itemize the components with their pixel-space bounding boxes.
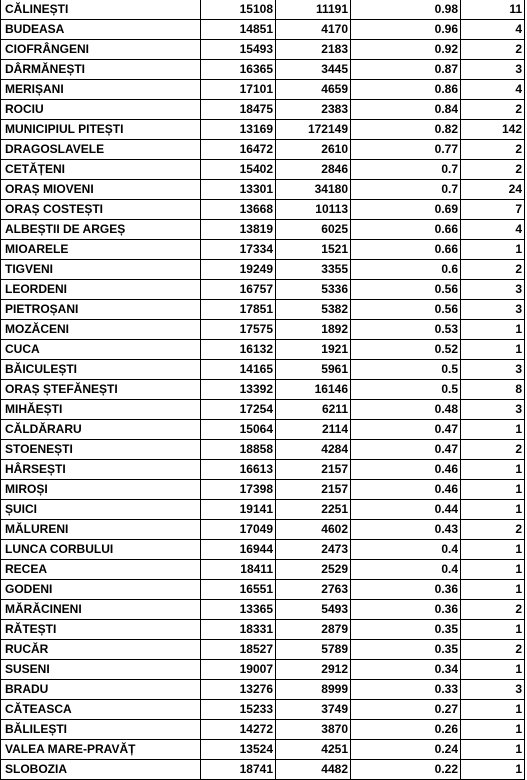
population-cell: 2251 (276, 500, 351, 520)
count-cell: 1 (461, 500, 525, 520)
table-row (1, 420, 525, 440)
population-cell: 3355 (276, 260, 351, 280)
population-cell: 5789 (276, 640, 351, 660)
code-cell: 15108 (201, 0, 276, 20)
code-cell: 13301 (201, 180, 276, 200)
rate-cell: 0.43 (351, 520, 461, 540)
population-cell: 4284 (276, 440, 351, 460)
locality-name-cell: CĂLDĂRARU (1, 420, 201, 440)
rate-cell: 0.35 (351, 640, 461, 660)
table-row (1, 180, 525, 200)
locality-name-cell: ORAȘ MIOVENI (1, 180, 201, 200)
count-cell: 1 (461, 560, 525, 580)
table-row (1, 380, 525, 400)
rate-cell: 0.46 (351, 460, 461, 480)
locality-name-cell: CĂTEASCA (1, 700, 201, 720)
code-cell: 17254 (201, 400, 276, 420)
population-cell: 3749 (276, 700, 351, 720)
population-cell: 11191 (276, 0, 351, 20)
count-cell: 8 (461, 380, 525, 400)
code-cell: 19141 (201, 500, 276, 520)
population-cell: 4602 (276, 520, 351, 540)
locality-name-cell: PIETROȘANI (1, 300, 201, 320)
population-cell: 3870 (276, 720, 351, 740)
table-row (1, 400, 525, 420)
code-cell: 16472 (201, 140, 276, 160)
code-cell: 14272 (201, 720, 276, 740)
rate-cell: 0.52 (351, 340, 461, 360)
count-cell: 3 (461, 680, 525, 700)
rate-cell: 0.7 (351, 180, 461, 200)
table-row (1, 260, 525, 280)
rate-cell: 0.26 (351, 720, 461, 740)
code-cell: 17334 (201, 240, 276, 260)
code-cell: 16613 (201, 460, 276, 480)
rate-cell: 0.36 (351, 600, 461, 620)
code-cell: 13276 (201, 680, 276, 700)
count-cell: 3 (461, 360, 525, 380)
count-cell: 2 (461, 100, 525, 120)
population-cell: 5336 (276, 280, 351, 300)
table-row (1, 660, 525, 680)
locality-name-cell: ORAȘ COSTEȘTI (1, 200, 201, 220)
table-row (1, 540, 525, 560)
rate-cell: 0.7 (351, 160, 461, 180)
table-row (1, 580, 525, 600)
locality-name-cell: RUCĂR (1, 640, 201, 660)
population-cell: 172149 (276, 120, 351, 140)
code-cell: 13524 (201, 740, 276, 760)
count-cell: 4 (461, 220, 525, 240)
rate-cell: 0.6 (351, 260, 461, 280)
code-cell: 16365 (201, 60, 276, 80)
locality-name-cell: BĂLILEȘTI (1, 720, 201, 740)
count-cell: 1 (461, 700, 525, 720)
code-cell: 14165 (201, 360, 276, 380)
table-row (1, 140, 525, 160)
code-cell: 15064 (201, 420, 276, 440)
table-row (1, 220, 525, 240)
count-cell: 7 (461, 200, 525, 220)
table-row (1, 300, 525, 320)
locality-name-cell: ȘUICI (1, 500, 201, 520)
count-cell: 1 (461, 720, 525, 740)
code-cell: 16551 (201, 580, 276, 600)
count-cell: 2 (461, 260, 525, 280)
population-cell: 4170 (276, 20, 351, 40)
population-cell: 5382 (276, 300, 351, 320)
table-row (1, 560, 525, 580)
locality-name-cell: CUCA (1, 340, 201, 360)
locality-name-cell: GODENI (1, 580, 201, 600)
code-cell: 16944 (201, 540, 276, 560)
count-cell: 11 (461, 0, 525, 20)
table-row (1, 640, 525, 660)
count-cell: 3 (461, 300, 525, 320)
locality-name-cell: DRAGOSLAVELE (1, 140, 201, 160)
population-cell: 3445 (276, 60, 351, 80)
locality-name-cell: MIROȘI (1, 480, 201, 500)
count-cell: 2 (461, 160, 525, 180)
count-cell: 1 (461, 740, 525, 760)
table-row (1, 60, 525, 80)
population-cell: 2610 (276, 140, 351, 160)
code-cell: 16757 (201, 280, 276, 300)
code-cell: 18741 (201, 760, 276, 780)
population-cell: 6025 (276, 220, 351, 240)
code-cell: 18475 (201, 100, 276, 120)
locality-name-cell: BĂICULEȘTI (1, 360, 201, 380)
code-cell: 19007 (201, 660, 276, 680)
table-row (1, 120, 525, 140)
locality-name-cell: ORAȘ ȘTEFĂNEȘTI (1, 380, 201, 400)
rate-cell: 0.66 (351, 220, 461, 240)
population-cell: 2114 (276, 420, 351, 440)
population-cell: 2529 (276, 560, 351, 580)
rate-cell: 0.34 (351, 660, 461, 680)
population-cell: 2763 (276, 580, 351, 600)
count-cell: 1 (461, 320, 525, 340)
table-row (1, 760, 525, 780)
code-cell: 18411 (201, 560, 276, 580)
code-cell: 17851 (201, 300, 276, 320)
population-cell: 2846 (276, 160, 351, 180)
count-cell: 1 (461, 580, 525, 600)
locality-name-cell: MUNICIPIUL PITEȘTI (1, 120, 201, 140)
count-cell: 1 (461, 340, 525, 360)
locality-name-cell: MĂRĂCINENI (1, 600, 201, 620)
population-cell: 2473 (276, 540, 351, 560)
population-cell: 2157 (276, 460, 351, 480)
locality-name-cell: MERIȘANI (1, 80, 201, 100)
locality-name-cell: MĂLURENI (1, 520, 201, 540)
table-row (1, 240, 525, 260)
table-row (1, 280, 525, 300)
locality-name-cell: LUNCA CORBULUI (1, 540, 201, 560)
count-cell: 142 (461, 120, 525, 140)
rate-cell: 0.5 (351, 360, 461, 380)
rate-cell: 0.4 (351, 560, 461, 580)
table-row (1, 0, 525, 20)
locality-name-cell: CIOFRÂNGENI (1, 40, 201, 60)
count-cell: 3 (461, 280, 525, 300)
table-row (1, 700, 525, 720)
rate-cell: 0.86 (351, 80, 461, 100)
rate-cell: 0.53 (351, 320, 461, 340)
locality-name-cell: MIHĂEȘTI (1, 400, 201, 420)
population-cell: 2183 (276, 40, 351, 60)
count-cell: 1 (461, 620, 525, 640)
code-cell: 13169 (201, 120, 276, 140)
rate-cell: 0.47 (351, 420, 461, 440)
code-cell: 16132 (201, 340, 276, 360)
locality-name-cell: ALBEȘTII DE ARGEȘ (1, 220, 201, 240)
table-row (1, 360, 525, 380)
table-body (1, 0, 525, 780)
code-cell: 17575 (201, 320, 276, 340)
locality-name-cell: SLOBOZIA (1, 760, 201, 780)
locality-name-cell: BRADU (1, 680, 201, 700)
table-row (1, 680, 525, 700)
population-cell: 4251 (276, 740, 351, 760)
population-cell: 8999 (276, 680, 351, 700)
rate-cell: 0.5 (351, 380, 461, 400)
table-row (1, 160, 525, 180)
rate-cell: 0.77 (351, 140, 461, 160)
rate-cell: 0.36 (351, 580, 461, 600)
count-cell: 2 (461, 140, 525, 160)
table-row (1, 80, 525, 100)
table-row (1, 620, 525, 640)
rate-cell: 0.33 (351, 680, 461, 700)
count-cell: 1 (461, 420, 525, 440)
population-cell: 2879 (276, 620, 351, 640)
count-cell: 4 (461, 20, 525, 40)
rate-cell: 0.44 (351, 500, 461, 520)
table-row (1, 520, 525, 540)
rate-cell: 0.46 (351, 480, 461, 500)
count-cell: 24 (461, 180, 525, 200)
rate-cell: 0.48 (351, 400, 461, 420)
locality-name-cell: LEORDENI (1, 280, 201, 300)
rate-cell: 0.27 (351, 700, 461, 720)
count-cell: 3 (461, 60, 525, 80)
locality-name-cell: MOZĂCENI (1, 320, 201, 340)
locality-name-cell: TIGVENI (1, 260, 201, 280)
code-cell: 18331 (201, 620, 276, 640)
locality-name-cell: DÂRMĂNEȘTI (1, 60, 201, 80)
code-cell: 19249 (201, 260, 276, 280)
population-cell: 1521 (276, 240, 351, 260)
count-cell: 2 (461, 520, 525, 540)
rate-cell: 0.22 (351, 760, 461, 780)
table-row (1, 480, 525, 500)
rate-cell: 0.66 (351, 240, 461, 260)
rate-cell: 0.82 (351, 120, 461, 140)
table-row (1, 40, 525, 60)
code-cell: 13668 (201, 200, 276, 220)
population-cell: 5493 (276, 600, 351, 620)
rate-cell: 0.24 (351, 740, 461, 760)
code-cell: 15402 (201, 160, 276, 180)
population-cell: 2383 (276, 100, 351, 120)
table-row (1, 200, 525, 220)
rate-cell: 0.56 (351, 280, 461, 300)
population-cell: 1892 (276, 320, 351, 340)
code-cell: 17398 (201, 480, 276, 500)
rate-cell: 0.69 (351, 200, 461, 220)
table-row (1, 720, 525, 740)
code-cell: 15233 (201, 700, 276, 720)
count-cell: 1 (461, 460, 525, 480)
population-cell: 2157 (276, 480, 351, 500)
rate-cell: 0.56 (351, 300, 461, 320)
code-cell: 14851 (201, 20, 276, 40)
count-cell: 1 (461, 240, 525, 260)
rate-cell: 0.4 (351, 540, 461, 560)
population-cell: 16146 (276, 380, 351, 400)
rate-cell: 0.84 (351, 100, 461, 120)
code-cell: 17101 (201, 80, 276, 100)
table-row (1, 460, 525, 480)
rate-cell: 0.92 (351, 40, 461, 60)
count-cell: 2 (461, 640, 525, 660)
locality-name-cell: RECEA (1, 560, 201, 580)
table-row (1, 440, 525, 460)
population-cell: 10113 (276, 200, 351, 220)
table-row (1, 600, 525, 620)
locality-name-cell: BUDEASA (1, 20, 201, 40)
population-cell: 5961 (276, 360, 351, 380)
population-cell: 4659 (276, 80, 351, 100)
table-row (1, 100, 525, 120)
table-row (1, 740, 525, 760)
population-cell: 2912 (276, 660, 351, 680)
count-cell: 2 (461, 600, 525, 620)
count-cell: 1 (461, 660, 525, 680)
code-cell: 13365 (201, 600, 276, 620)
population-cell: 34180 (276, 180, 351, 200)
table-row (1, 340, 525, 360)
count-cell: 2 (461, 440, 525, 460)
count-cell: 3 (461, 400, 525, 420)
locality-name-cell: VALEA MARE-PRAVĂȚ (1, 740, 201, 760)
rate-cell: 0.87 (351, 60, 461, 80)
locality-name-cell: CĂLINEȘTI (1, 0, 201, 20)
table-row (1, 320, 525, 340)
locality-name-cell: MIOARELE (1, 240, 201, 260)
count-cell: 4 (461, 80, 525, 100)
locality-name-cell: STOENEȘTI (1, 440, 201, 460)
locality-name-cell: CETĂȚENI (1, 160, 201, 180)
rate-cell: 0.96 (351, 20, 461, 40)
count-cell: 1 (461, 540, 525, 560)
population-cell: 6211 (276, 400, 351, 420)
rate-cell: 0.35 (351, 620, 461, 640)
locality-name-cell: SUSENI (1, 660, 201, 680)
population-cell: 4482 (276, 760, 351, 780)
locality-name-cell: HÂRSEȘTI (1, 460, 201, 480)
table-row (1, 20, 525, 40)
rate-cell: 0.98 (351, 0, 461, 20)
population-cell: 1921 (276, 340, 351, 360)
code-cell: 18527 (201, 640, 276, 660)
code-cell: 13819 (201, 220, 276, 240)
count-cell: 1 (461, 480, 525, 500)
count-cell: 1 (461, 760, 525, 780)
rate-cell: 0.47 (351, 440, 461, 460)
code-cell: 13392 (201, 380, 276, 400)
count-cell: 2 (461, 40, 525, 60)
code-cell: 17049 (201, 520, 276, 540)
locality-name-cell: ROCIU (1, 100, 201, 120)
locality-name-cell: RĂTEȘTI (1, 620, 201, 640)
table-row (1, 500, 525, 520)
code-cell: 15493 (201, 40, 276, 60)
code-cell: 18858 (201, 440, 276, 460)
